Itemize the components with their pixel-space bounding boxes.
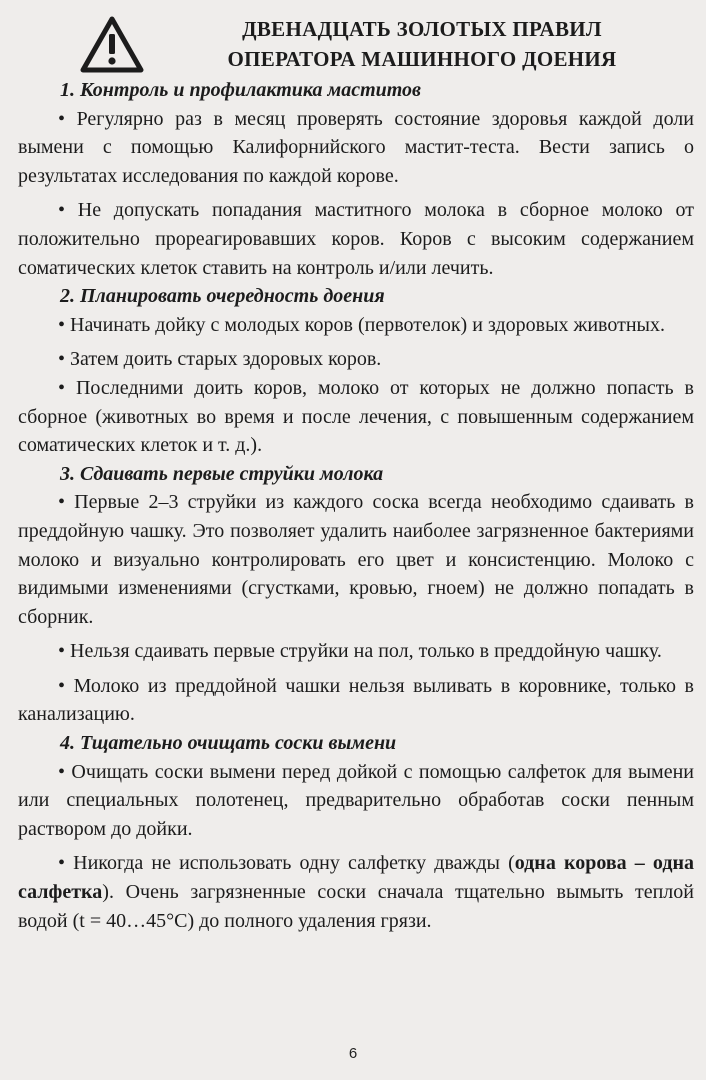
paragraph: • Затем доить старых здоровых коров. [58,348,382,371]
page-header [80,14,686,74]
paragraph: • Очищать соски вымени перед дойкой с помощью салфеток для вымени или специальных полотенец, предварительно обработав соски пенным раствором до дойки. [18,760,694,840]
paragraph: • Не допускать попадания маститного молока в сборное молоко от положительно прореагировавших коров. Коров с высоким содержанием соматических клеток ставить на контроль и/или лечить. [18,199,694,279]
document-body [18,76,694,935]
page-number: 6 [348,1045,358,1062]
page-title-line-1: ДВЕНАДЦАТЬ ЗОЛОТЫХ ПРАВИЛ [242,17,602,41]
paragraph: • Регулярно раз в месяц проверять состояние здоровья каждой доли вымени с помощью Калифорнийского мастит-теста. Вести запись о результатах исследования по каждой корове. [18,107,694,187]
paragraph-text: • Никогда не использовать одну салфетку дважды ( [58,852,515,875]
paragraph-last [18,849,694,935]
section-heading-4: 4. Тщательно очищать соски вымени [60,732,397,755]
page-title-line-2: ОПЕРАТОРА МАШИННОГО ДОЕНИЯ [227,47,617,71]
bold-emphasis: одна корова – одна салфетка [18,852,694,904]
section-heading-1: 1. Контроль и профилактика маститов [60,79,421,101]
paragraph: • Начинать дойку с молодых коров (первотелок) и здоровых животных. [58,313,665,336]
paragraph: • Последними доить коров, молоко от которых не должно попасть в сборное (животных во время и после лечения, с повышенным содержанием соматических клеток и т. д.). [18,376,694,457]
warning-triangle-icon [80,16,144,74]
paragraph-text: ). Очень загрязненные соски сначала тщательно вымыть теплой водой (t = 40…45°C) до полного удаления грязи. [18,881,694,932]
paragraph: • Молоко из преддойной чашки нельзя выливать в коровнике, только в канализацию. [18,674,694,726]
paragraph: • Нельзя сдаивать первые струйки на пол, только в преддойную чашку. [58,640,662,663]
section-heading-2: 2. Планировать очередность доения [60,285,385,308]
paragraph: • Первые 2–3 струйки из каждого соска всегда необходимо сдаивать в преддойную чашку. Это позволяет удалить наиболее загрязненное бактериями молоко и визуально контролировать его цвет и консистенцию. Молоко с видимыми изменениями (сгустками, кровью, гноем) не должно попадать в сборник. [18,491,694,628]
section-heading-3: 3. Сдаивать первые струйки молока [60,462,384,485]
